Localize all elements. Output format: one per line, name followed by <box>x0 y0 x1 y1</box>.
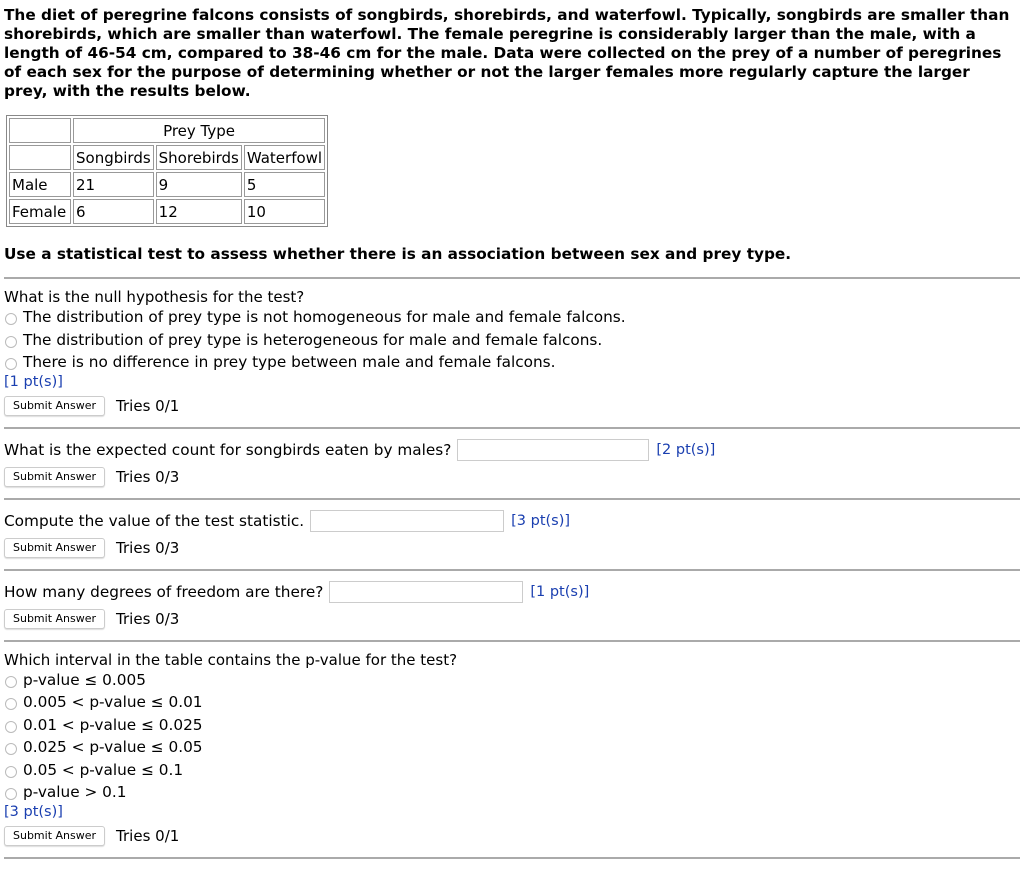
tries-counter: Tries 0/1 <box>116 826 180 845</box>
submit-button[interactable]: Submit Answer <box>4 826 105 846</box>
question-3 <box>4 510 1020 558</box>
table-row <box>9 199 325 224</box>
radio-option[interactable] <box>4 306 1020 329</box>
table-cell: 6 <box>73 199 154 224</box>
table-row-label: Male <box>9 172 71 197</box>
degrees-of-freedom-input[interactable] <box>329 581 523 603</box>
table-row <box>9 172 325 197</box>
option-label: 0.025 < p-value ≤ 0.05 <box>23 738 203 757</box>
table-corner-cell <box>9 145 71 170</box>
submit-button[interactable]: Submit Answer <box>4 467 105 487</box>
points-label: [1 pt(s)] <box>530 583 590 600</box>
tries-counter: Tries 0/3 <box>116 467 180 486</box>
option-label: p-value > 0.1 <box>23 783 127 802</box>
submit-button[interactable]: Submit Answer <box>4 396 105 416</box>
table-col-header: Shorebirds <box>156 145 242 170</box>
table-cell: 10 <box>244 199 325 224</box>
radio-button[interactable] <box>5 766 17 778</box>
option-label: 0.01 < p-value ≤ 0.025 <box>23 715 203 734</box>
radio-option[interactable] <box>4 714 1020 737</box>
question-2 <box>4 439 1020 487</box>
radio-button[interactable] <box>5 313 17 325</box>
question-text: Compute the value of the test statistic. <box>4 511 305 530</box>
points-label: [3 pt(s)] <box>511 512 571 529</box>
option-label: There is no difference in prey type between male and female falcons. <box>23 353 556 372</box>
divider <box>4 569 1020 571</box>
table-row-label: Female <box>9 199 71 224</box>
table-cell: 5 <box>244 172 325 197</box>
question-text: What is the expected count for songbirds eaten by males? <box>4 440 452 459</box>
radio-option[interactable] <box>4 691 1020 714</box>
prey-table <box>6 115 328 227</box>
table-col-header: Waterfowl <box>244 145 325 170</box>
points-label: [3 pt(s)] <box>4 803 63 820</box>
divider <box>4 427 1020 429</box>
question-1 <box>4 288 1020 416</box>
points-label: [2 pt(s)] <box>656 441 716 458</box>
submit-button[interactable]: Submit Answer <box>4 538 105 558</box>
tries-counter: Tries 0/3 <box>116 609 180 628</box>
tries-counter: Tries 0/3 <box>116 538 180 557</box>
radio-button[interactable] <box>5 788 17 800</box>
table-corner-cell <box>9 118 71 143</box>
table-col-header: Songbirds <box>73 145 154 170</box>
radio-option[interactable] <box>4 781 1020 804</box>
radio-button[interactable] <box>5 721 17 733</box>
table-cell: 12 <box>156 199 242 224</box>
question-text: What is the null hypothesis for the test? <box>4 288 305 306</box>
radio-button[interactable] <box>5 676 17 688</box>
instruction: Use a statistical test to assess whether there is an association between sex and prey type. <box>4 245 792 263</box>
radio-option[interactable] <box>4 759 1020 782</box>
radio-button[interactable] <box>5 743 17 755</box>
table-group-header: Prey Type <box>73 118 325 143</box>
option-label: p-value ≤ 0.005 <box>23 670 146 689</box>
radio-button[interactable] <box>5 336 17 348</box>
divider <box>4 498 1020 500</box>
option-label: The distribution of prey type is not homogeneous for male and female falcons. <box>23 308 626 327</box>
question-text: How many degrees of freedom are there? <box>4 582 324 601</box>
points-label: [1 pt(s)] <box>4 373 63 390</box>
divider <box>4 277 1020 279</box>
radio-option[interactable] <box>4 351 1020 374</box>
divider <box>4 857 1020 859</box>
option-label: 0.05 < p-value ≤ 0.1 <box>23 760 184 779</box>
question-5 <box>4 651 1020 846</box>
radio-button[interactable] <box>5 358 17 370</box>
radio-option[interactable] <box>4 329 1020 352</box>
submit-button[interactable]: Submit Answer <box>4 609 105 629</box>
test-statistic-input[interactable] <box>310 510 504 532</box>
tries-counter: Tries 0/1 <box>116 396 180 415</box>
question-text: Which interval in the table contains the p-value for the test? <box>4 650 458 669</box>
radio-option[interactable] <box>4 669 1020 692</box>
radio-option[interactable] <box>4 736 1020 759</box>
option-label: 0.005 < p-value ≤ 0.01 <box>23 693 203 712</box>
problem-intro: The diet of peregrine falcons consists of songbirds, shorebirds, and waterfowl. Typically, songbirds are smaller than shorebirds, which are smaller than waterfowl. The female peregrine is considerably larger than the male, with a length of 46-54 cm, compared to 38-46 cm for the male. Data were collected on the prey of a number of peregrines of each sex for the purpose of determining whether or not the larger females more regularly capture the larger prey, with the results below. <box>4 6 1010 100</box>
expected-count-input[interactable] <box>457 439 649 461</box>
option-label: The distribution of prey type is heterogeneous for male and female falcons. <box>23 330 603 349</box>
table-cell: 21 <box>73 172 154 197</box>
table-cell: 9 <box>156 172 242 197</box>
question-4 <box>4 581 1020 629</box>
divider <box>4 640 1020 642</box>
radio-button[interactable] <box>5 698 17 710</box>
